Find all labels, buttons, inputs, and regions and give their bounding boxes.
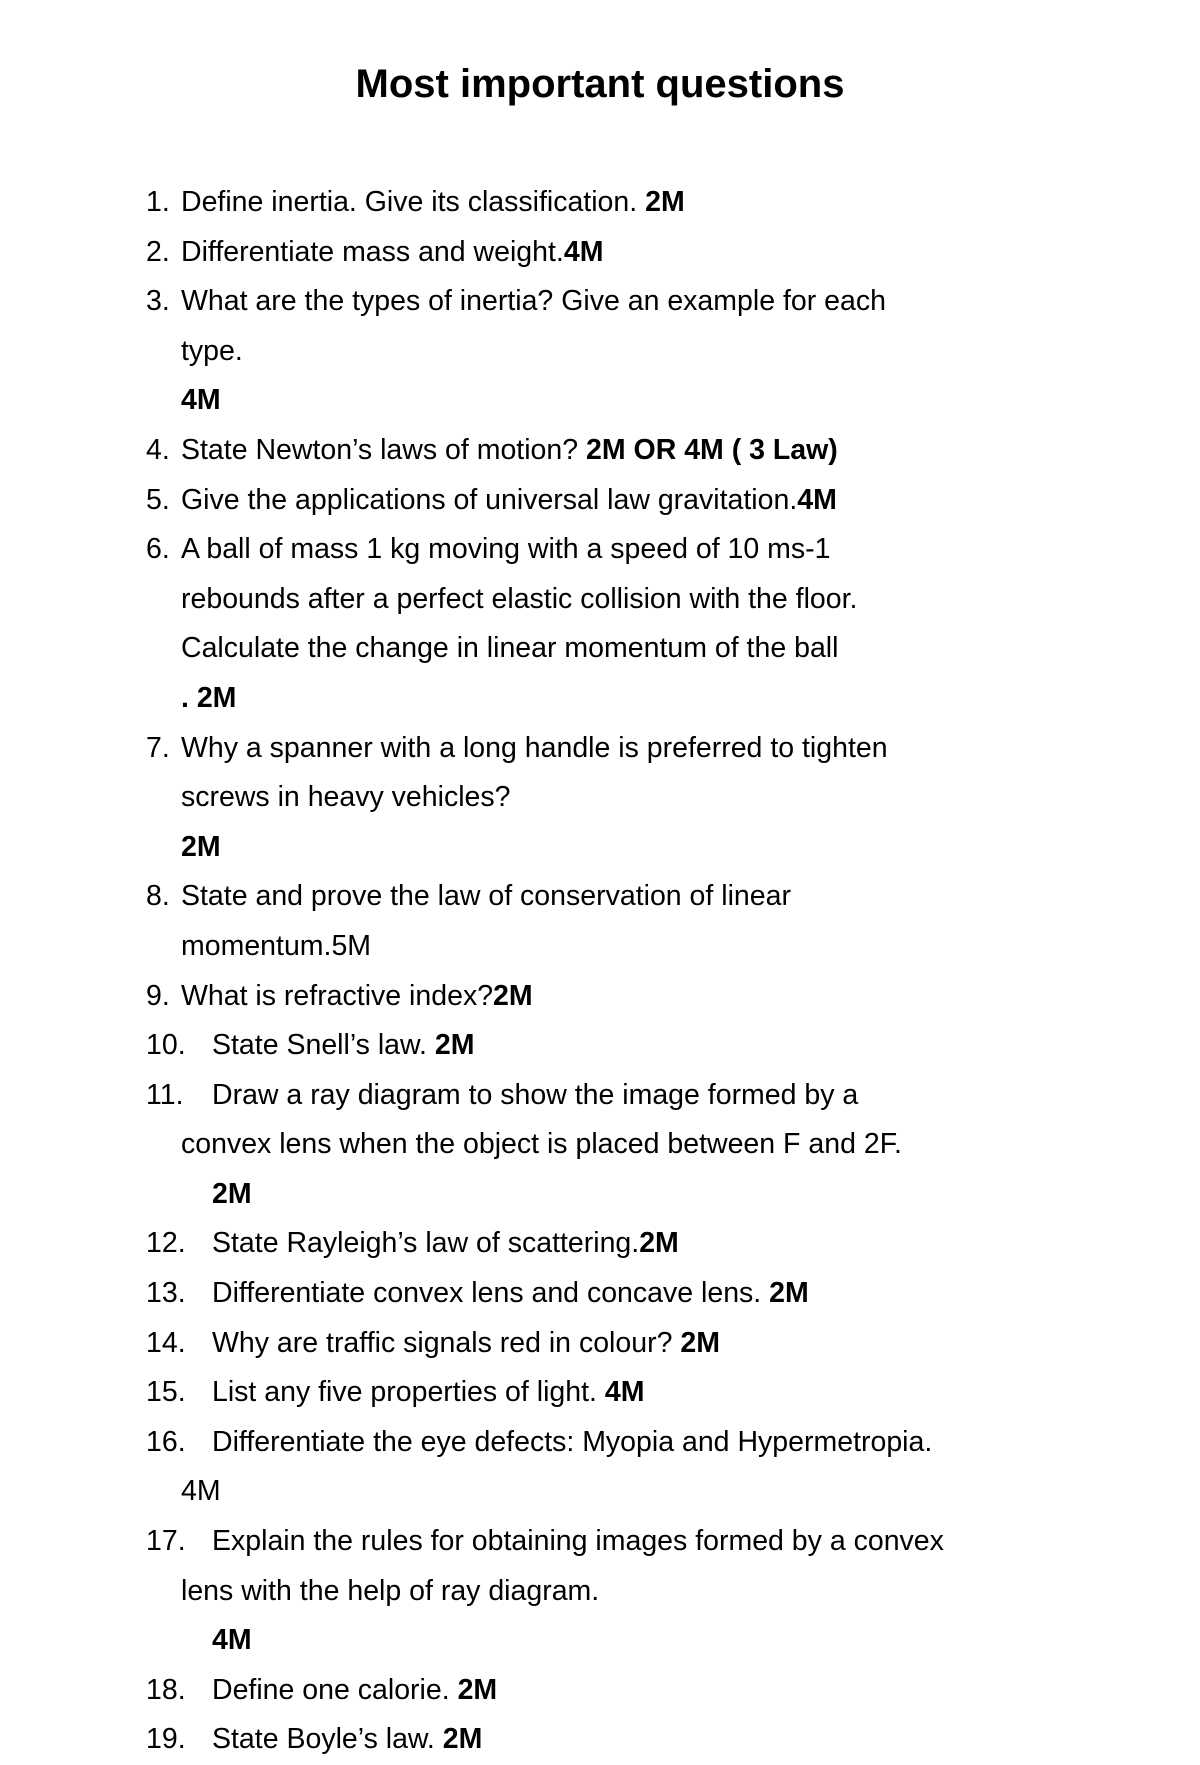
question-text: Why a spanner with a long handle is preferred to tighten — [181, 731, 888, 764]
question-number: 14. — [146, 1326, 186, 1359]
question-marks: 2M — [639, 1227, 679, 1260]
question-marks: 2M — [434, 1723, 483, 1756]
question-marks: 2M — [672, 1326, 720, 1359]
question-item — [146, 1219, 1076, 1269]
question-item — [146, 1715, 1076, 1765]
question-text: What are the types of inertia? Give an example for each — [181, 285, 886, 318]
question-number: 16. — [146, 1425, 186, 1458]
question-text: State Snell’s law. — [212, 1029, 427, 1062]
question-marks: 2M — [637, 186, 685, 218]
question-text: State Newton’s laws of motion? — [181, 433, 579, 466]
question-item — [146, 1319, 1076, 1369]
question-text: convex lens when the object is placed between F and 2F. — [181, 1128, 902, 1161]
question-item — [146, 1368, 1076, 1418]
question-item — [146, 1418, 1076, 1517]
question-text: type. — [181, 334, 243, 367]
question-marks: 2M — [493, 979, 533, 1012]
question-item — [146, 525, 1076, 723]
question-text: What is refractive index? — [181, 979, 494, 1012]
question-number: 13. — [146, 1277, 186, 1310]
question-text: State Rayleigh’s law of scattering. — [212, 1227, 640, 1260]
question-item — [146, 972, 1076, 1022]
question-text: Why are traffic signals red in colour? — [212, 1326, 673, 1359]
question-item — [146, 426, 1076, 476]
question-number: 17. — [146, 1525, 186, 1558]
question-text: lens with the help of ray diagram. — [181, 1574, 600, 1607]
question-marks: 2M OR 4M ( 3 Law) — [578, 433, 838, 466]
question-item — [146, 1021, 1076, 1071]
question-text: Calculate the change in linear momentum of the ball — [181, 632, 839, 665]
question-number: 5. — [146, 483, 170, 516]
question-number: 7. — [146, 731, 170, 764]
question-text: State Boyle’s law. — [212, 1723, 435, 1756]
question-item — [146, 277, 1076, 426]
question-number: 11. — [146, 1078, 184, 1111]
question-number: 9. — [146, 979, 170, 1012]
question-item — [146, 178, 1076, 228]
question-text: screws in heavy vehicles? — [181, 781, 511, 814]
question-item — [146, 1517, 1076, 1666]
question-item — [146, 476, 1076, 526]
question-number: 10. — [146, 1029, 186, 1062]
question-text: Draw a ray diagram to show the image formed by a — [212, 1078, 859, 1111]
question-marks: 4M — [563, 235, 604, 268]
question-item — [146, 228, 1076, 278]
question-text: A ball of mass 1 kg moving with a speed of 10 ms-1 — [181, 533, 831, 566]
question-number: 6. — [146, 533, 170, 566]
question-text: momentum.5M — [181, 929, 372, 962]
question-number: 2. — [146, 235, 170, 268]
question-text: Explain the rules for obtaining images formed by a convex — [212, 1525, 944, 1558]
question-number: 19. — [146, 1723, 186, 1756]
question-marks: 2M — [761, 1277, 809, 1310]
question-marks: 2M — [449, 1673, 498, 1706]
question-marks: 4M — [212, 1624, 252, 1657]
question-item — [146, 724, 1076, 873]
question-marks: 2M — [181, 830, 221, 863]
question-marks: . 2M — [181, 681, 237, 714]
question-text: Give the applications of universal law gravitation. — [181, 483, 798, 516]
question-text: Define one calorie. — [212, 1673, 450, 1706]
question-item — [146, 1666, 1076, 1716]
question-text: List any five properties of light. — [212, 1376, 597, 1409]
question-number: 1. — [146, 186, 170, 218]
question-marks: 4M — [596, 1376, 645, 1409]
question-marks: 4M — [181, 384, 221, 417]
question-text: Define inertia. Give its classification. — [181, 186, 638, 218]
question-number: 8. — [146, 880, 170, 913]
question-marks: 2M — [426, 1029, 475, 1062]
question-number: 4. — [146, 433, 170, 466]
question-item — [146, 1269, 1076, 1319]
question-text: 4M — [181, 1475, 221, 1508]
question-number: 12. — [146, 1227, 186, 1260]
question-number: 18. — [146, 1673, 186, 1706]
question-text: Differentiate the eye defects: Myopia and Hypermetropia. — [212, 1425, 933, 1458]
question-text: State and prove the law of conservation of linear — [181, 880, 791, 913]
question-item — [146, 872, 1076, 971]
page-title: Most important questions — [355, 62, 845, 106]
question-marks: 4M — [797, 483, 837, 516]
question-text: Differentiate mass and weight. — [181, 235, 564, 268]
question-text: Differentiate convex lens and concave lens. — [212, 1277, 762, 1310]
question-number: 3. — [146, 285, 170, 318]
question-number: 15. — [146, 1376, 186, 1409]
question-marks: 2M — [212, 1177, 252, 1210]
question-text: rebounds after a perfect elastic collision with the floor. — [181, 582, 858, 615]
question-item — [146, 1071, 1076, 1220]
question-list — [146, 178, 1076, 1765]
